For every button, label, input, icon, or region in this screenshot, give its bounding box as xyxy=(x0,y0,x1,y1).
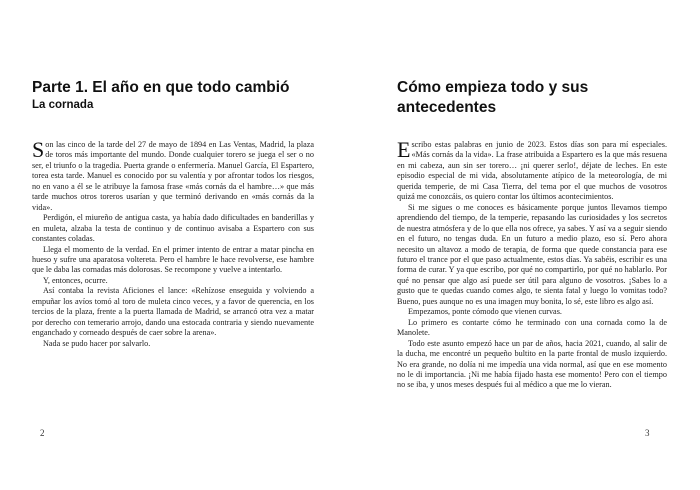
drop-cap: S xyxy=(32,137,45,162)
page-number: 3 xyxy=(645,428,650,438)
right-page xyxy=(350,0,700,490)
paragraph: Perdigón, el miureño de antigua casta, ya había dado dificultades en banderillas y en muleta, alzaba la testa de continuo y de continuo avisaba a Espartero con sus constantes coladas. xyxy=(32,213,314,244)
paragraph: Son las cinco de la tarde del 27 de mayo de 1894 en Las Ventas, Madrid, la plaza de toros más importante del mundo. Donde cualquier torero se juega el ser o no ser, el triunfo o la tragedia. Puerta grande o enfermería. Manuel García, El Espartero, torea esta tarde. Manuel es conocido por su valentía y por afrontar todos los riesgos, no en vano a él se le atribuye la famosa frase «más cornás da el hambre…» que más tarde muchos otros toreros usarían y que terminó derivando en «más cornás da la vida». xyxy=(32,137,314,212)
paragraph: Nada se pudo hacer por salvarlo. xyxy=(43,338,151,348)
section-title: Cómo empieza todo y sus antecedentes xyxy=(397,79,589,116)
paragraph: Si me sigues o me conoces es básicamente porque juntos llevamos tiempo aprendiendo del tiempo, de la temperie, repasando las curiosidades y los secretos de nuestra atmósfera y de lo que ella nos ofrece, ya sabes. Y así va a seguir siendo en el futuro, no tengas duda. En un futuro a medio plazo, eso sí. Pero ahora necesito un altavoz a modo de terapia, de forma que quede constancia para ese futuro el trance por el que paso actualmente, estos días. Ya sabéis, escribir es una forma de curar. Y ya que escribo, por qué no compartirlo, por qué no hablarlo. Por qué no pensar que algo así puede ser útil para alguno de vosotros. ¡Sabes lo a gusto que te quedas cuando comes algo, te sienta fatal y luego lo vomitas todo? Bueno, pues aunque no es una imagen muy bonita, lo sé, este libro es algo así. xyxy=(397,202,667,306)
left-body-text xyxy=(32,137,314,349)
paragraph: Llega el momento de la verdad. En el primer intento de entrar a matar pincha en hueso y sufre una aparatosa voltereta. Pero el hambre le hace revolverse, ese hambre que le daba las cornadas más dolorosas. Se recompone y vuelve a intentarlo. xyxy=(32,244,314,275)
paragraph: Lo primero es contarte cómo he terminado con una cornada como la de Manolete. xyxy=(397,317,667,338)
paragraph: Todo este asunto empezó hace un par de años, hacia 2021, cuando, al salir de la ducha, me encontré un pequeño bultito en la parte frontal de muslo izquierdo. No era grande, no dolía ni me impedía una vida normal, así que en ese momento no le di importancia. ¡Ni me había fijado hasta ese momento! Pero con el tiempo no se iba, y unos meses después fui al médico a que me lo vieran. xyxy=(397,338,667,390)
paragraph: Escribo estas palabras en junio de 2023. Estos días son para mí especiales. «Más cornás da la vida». La frase atribuida a Espartero es la que más resuena en mi cabeza, aun sin ser torero… ¡ni querer serlo!, déjate de leches. En este episodio especial de mi vida, absolutamente atípico de la meteorología, de mi querida temperie, de mi Casa Tierra, del tema por el que muchos de vosotros quizá me conozcáis, os quiero contar los últimos acontecimientos. xyxy=(397,137,667,202)
paragraph: Y, entonces, ocurre. xyxy=(43,275,108,285)
page-number: 2 xyxy=(40,428,45,438)
chapter-subtitle: La cornada xyxy=(32,99,94,111)
chapter-title: Parte 1. El año en que todo cambió xyxy=(32,79,290,96)
right-body-text xyxy=(397,137,667,391)
paragraph: Empezamos, ponte cómodo que vienen curvas. xyxy=(408,307,562,317)
paragraph: Así contaba la revista Aficiones el lance: «Rehízose enseguida y volviendo a empuñar los avíos tomó al toro de muleta cinco veces, y a favor de querencia, en los tercios de la plaza, frente a la puerta llamada de Madrid, se arrancó otra vez a matar por derecho con temerario arrojo, dando una estocada contraria y siendo nuevamente enganchado y corneado después de caer sobre la arena». xyxy=(32,286,314,338)
drop-cap: E xyxy=(397,137,411,162)
